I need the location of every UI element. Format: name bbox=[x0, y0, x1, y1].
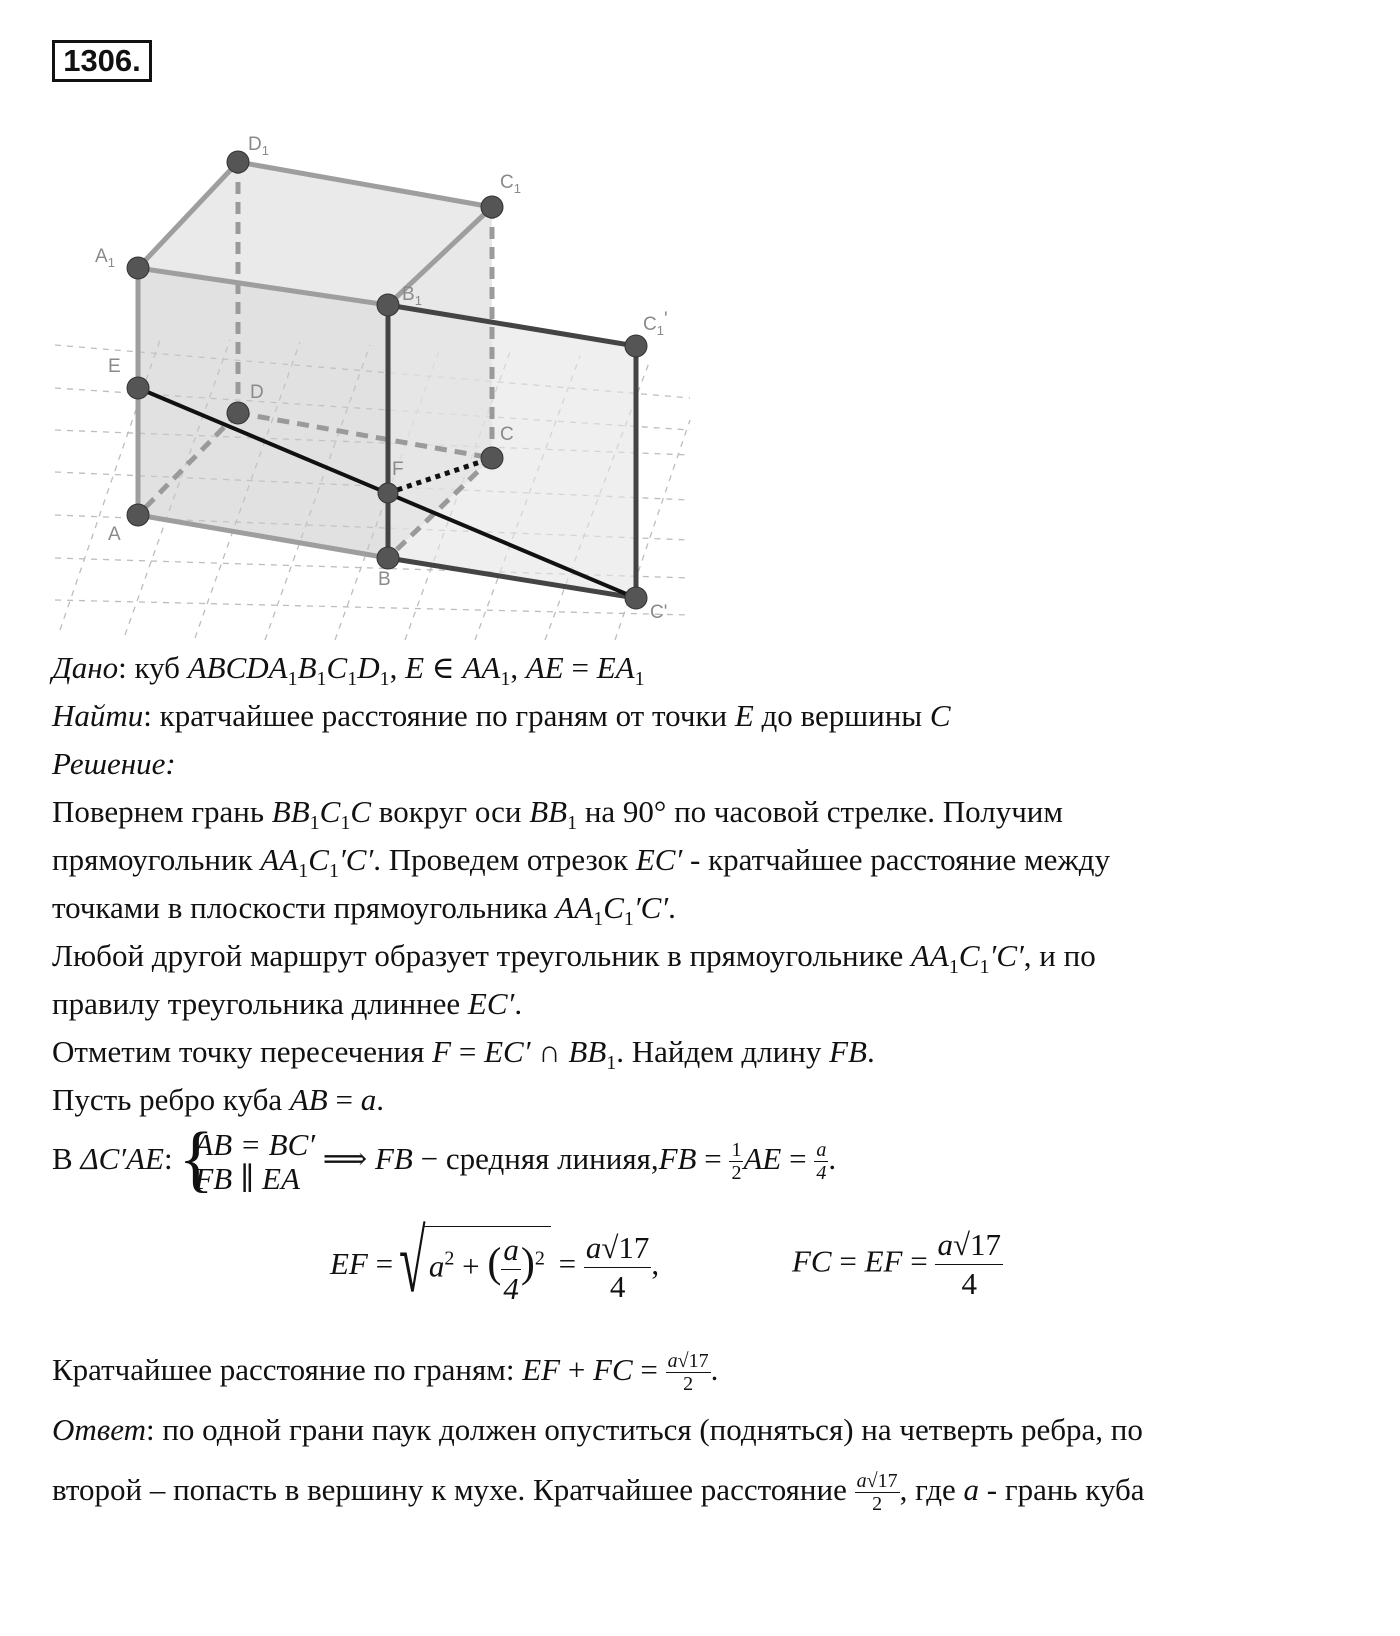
find-line: Найти: кратчайшее расстояние по граням от точки E до вершины C bbox=[52, 698, 951, 733]
solution-line-6: Отметим точку пересечения F = EC′ ∩ $BB_1$. Найдем длину FB. bbox=[52, 1034, 875, 1074]
label-C: C bbox=[500, 424, 514, 445]
solution-line-5: правилу треугольника длиннее EC′. bbox=[52, 986, 523, 1021]
formula-EF: EF = √ $a^2$ + ( $\frac{a}{4}$ )$^2$ = $\frac{a√17}{4}$ , bbox=[330, 1214, 660, 1311]
given-label: Дано bbox=[52, 650, 119, 685]
problem-number: 1306. bbox=[52, 40, 152, 82]
label-C1: $C_1$ bbox=[500, 172, 521, 196]
solution-line-9: Кратчайшее расстояние по граням: EF + FC = $\frac{a√17}{2}$ . bbox=[52, 1350, 719, 1396]
label-D1: $D_1$ bbox=[248, 134, 269, 158]
solution-line-3: точками в плоскости прямоугольника $AA_1C_1'C'$. bbox=[52, 890, 676, 930]
label-C-prime: C' bbox=[650, 602, 668, 623]
answer-line-1: Ответ: по одной грани паук должен опуститься (подняться) на четверть ребра, по bbox=[52, 1412, 1143, 1447]
solution-line-4: Любой другой маршрут образует треугольник в прямоугольнике $AA_1C_1'C'$, и по bbox=[52, 938, 1096, 978]
answer-line-2: второй – попасть в вершину к мухе. Кратчайшее расстояние $\frac{a√17}{2}$ , где a - грань куба bbox=[52, 1470, 1145, 1516]
cube-faces bbox=[138, 268, 388, 558]
system-of-conditions: { AB = BC′ FB ∥ EA bbox=[178, 1117, 316, 1200]
solution-line-8: В ΔC′AE: { AB = BC′ FB ∥ EA ⟹ FB − средняя линияя,FB = $\frac{1}{2}$ AE = $\frac{a}{4}$ . bbox=[52, 1117, 837, 1200]
given-line: Дано: куб $ABCDA_1B_1C_1D_1$, E ∈ $AA_1$, AE = $EA_1$ bbox=[52, 650, 645, 690]
unfolded-face bbox=[388, 305, 636, 598]
label-A1: $A_1$ bbox=[95, 246, 115, 270]
label-D: D bbox=[250, 382, 264, 403]
solution-label: Решение: bbox=[52, 746, 176, 781]
solution-line-1: Повернем грань $BB_1C_1C$ вокруг оси $BB_1$ на 90° по часовой стрелке. Получим bbox=[52, 794, 1063, 834]
label-B1: $B_1$ bbox=[402, 284, 422, 308]
label-E: E bbox=[108, 356, 121, 377]
cube-figure bbox=[50, 130, 700, 650]
label-F: F bbox=[392, 459, 404, 480]
label-B: B bbox=[378, 569, 391, 590]
solution-line-2: прямоугольник $AA_1C_1'C'$. Проведем отрезок EC′ - кратчайшее расстояние между bbox=[52, 842, 1111, 882]
given-text: : куб bbox=[118, 650, 188, 685]
sqrt-expression: √ $a^2$ + ( $\frac{a}{4}$ )$^2$ bbox=[423, 1226, 551, 1308]
label-A: A bbox=[108, 524, 121, 545]
solution-line-7: Пусть ребро куба AB = a. bbox=[52, 1082, 384, 1117]
find-label: Найти bbox=[52, 698, 144, 733]
formula-FC: FC = EF = $\frac{a√17}{4}$ bbox=[792, 1227, 1001, 1301]
answer-label: Ответ bbox=[52, 1412, 146, 1447]
label-C1-prime: $C_1'$ bbox=[643, 309, 668, 338]
